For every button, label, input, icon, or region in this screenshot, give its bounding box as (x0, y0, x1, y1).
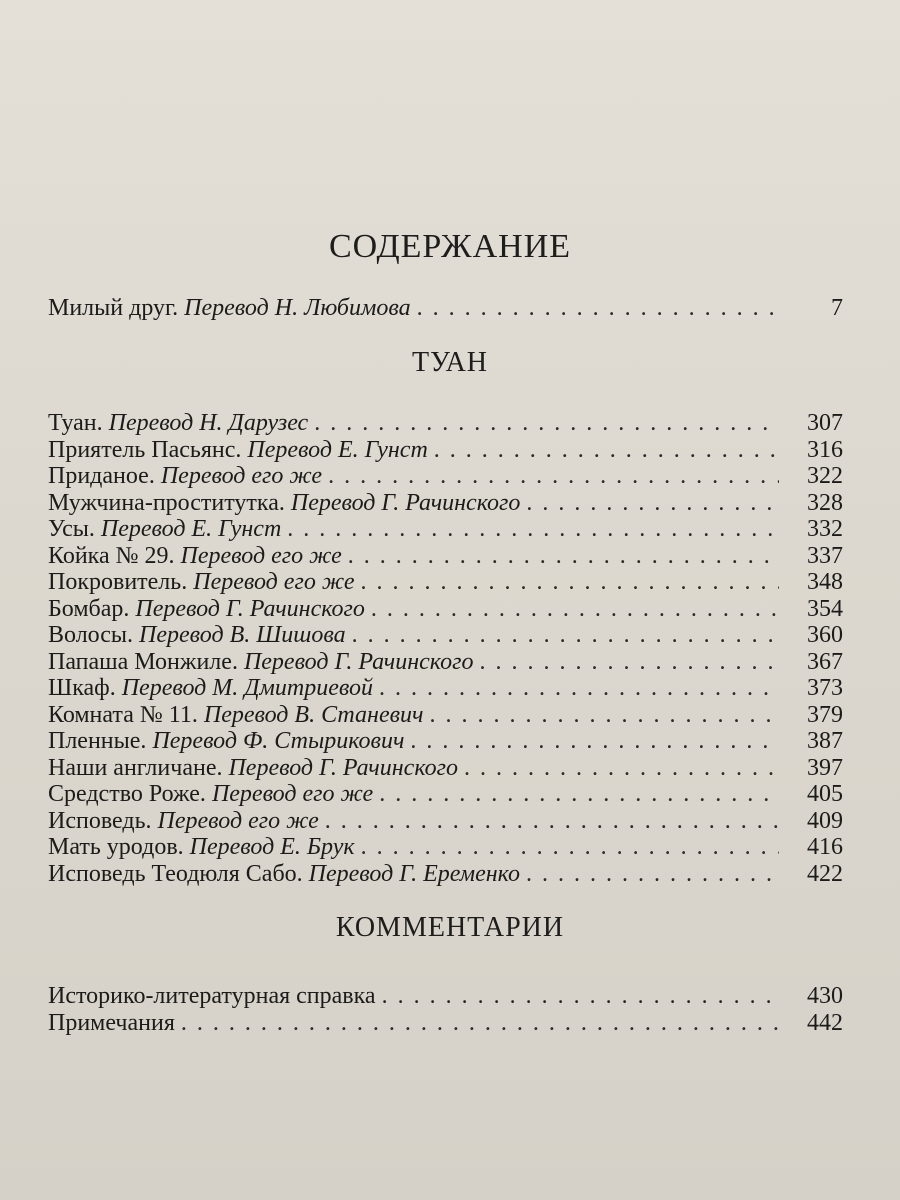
entry-page-number: 442 (807, 1009, 843, 1036)
dot-leader (429, 702, 779, 729)
entry-page-number: 354 (807, 595, 843, 622)
entry-translator: Перевод Н. Дарузес (108, 410, 309, 436)
entry-page-number: 337 (807, 542, 843, 569)
toc-entry (48, 808, 843, 835)
entry-translator: Перевод Ф. Стырикович (152, 728, 405, 754)
entry-title: Приятель Пасьянс. (48, 436, 242, 463)
toc-entry (48, 834, 843, 861)
entry-translator: Перевод Г. Рачинского (290, 489, 521, 516)
toc-entry (48, 295, 843, 322)
entry-title: Комната № 11. (48, 701, 198, 728)
dot-leader (417, 295, 779, 322)
entry-title: Исповедь Теодюля Сабо. (48, 860, 303, 887)
toc-intro-list (48, 295, 843, 322)
entry-title: Средство Роже. (48, 781, 206, 807)
entry-translator: Перевод его же (193, 569, 355, 595)
dot-leader (352, 622, 779, 649)
dot-leader (314, 410, 779, 437)
dot-leader (287, 516, 779, 543)
entry-page-number: 332 (807, 516, 843, 542)
toc-entry (48, 983, 843, 1010)
dot-leader (379, 781, 779, 808)
entry-translator: Перевод Г. Рачинского (135, 595, 365, 622)
dot-leader (328, 463, 779, 490)
dot-leader (360, 569, 779, 596)
entry-translator: Перевод В. Шишова (139, 622, 346, 648)
toc-entry (48, 569, 843, 596)
entry-title: Мать уродов. (48, 834, 184, 860)
toc-tuan-list (48, 410, 843, 887)
dot-leader (181, 1010, 779, 1037)
entry-title: Мужчина-проститутка. (48, 489, 285, 516)
toc-comments-list (48, 983, 843, 1036)
entry-title: Наши англичане. (48, 754, 223, 781)
entry-page-number: 387 (807, 728, 843, 754)
toc-entry (48, 463, 843, 490)
dot-leader (526, 490, 779, 517)
toc-entry (48, 702, 843, 729)
entry-title: Покровитель. (48, 569, 188, 595)
entry-title: Шкаф. (48, 675, 116, 701)
toc-entry (48, 410, 843, 437)
dot-leader (382, 983, 779, 1010)
entry-title: Туан. (48, 410, 103, 436)
entry-title: Бомбар. (48, 595, 130, 622)
toc-entry (48, 781, 843, 808)
toc-entry (48, 755, 843, 782)
entry-title: Историко-литературная справка (48, 983, 376, 1009)
dot-leader (371, 596, 779, 623)
toc-entry (48, 596, 843, 623)
entry-page-number: 397 (807, 754, 843, 781)
entry-translator: Перевод Г. Еременко (308, 860, 520, 887)
entry-page-number: 409 (807, 807, 843, 834)
entry-page-number: 307 (807, 410, 843, 436)
page-title: СОДЕРЖАНИЕ (328, 228, 572, 265)
entry-translator: Перевод Н. Любимова (184, 295, 411, 321)
toc-entry (48, 675, 843, 702)
entry-page-number: 416 (807, 834, 843, 860)
entry-page-number: 328 (807, 489, 843, 516)
entry-page-number: 405 (807, 781, 843, 807)
entry-page-number: 422 (807, 860, 843, 887)
entry-title: Папаша Монжиле. (48, 648, 238, 675)
entry-translator: Перевод Г. Рачинского (243, 648, 474, 675)
entry-translator: Перевод Е. Гунст (247, 436, 428, 463)
entry-title: Пленные. (48, 728, 147, 754)
entry-translator: Перевод Г. Рачинского (228, 754, 458, 781)
toc-entry (48, 516, 843, 543)
toc-entry (48, 490, 843, 517)
dot-leader (361, 834, 779, 861)
entry-translator: Перевод его же (211, 781, 374, 807)
entry-title: Милый друг. (48, 295, 179, 321)
entry-translator: Перевод его же (180, 542, 342, 569)
entry-title: Приданое. (48, 463, 155, 489)
entry-title: Койка № 29. (48, 542, 175, 569)
entry-page-number: 360 (807, 622, 843, 648)
entry-page-number: 379 (807, 701, 843, 728)
toc-entry (48, 437, 843, 464)
entry-page-number: 367 (807, 648, 843, 675)
entry-translator: Перевод М. Дмитриевой (121, 675, 373, 701)
toc-entry (48, 861, 843, 888)
entry-translator: Перевод Е. Гунст (100, 516, 282, 542)
entry-title: Примечания (48, 1009, 175, 1036)
dot-leader (526, 861, 779, 888)
dot-leader (479, 649, 779, 676)
entry-translator: Перевод В. Станевич (203, 701, 424, 728)
dot-leader (464, 755, 779, 782)
entry-translator: Перевод Е. Брук (189, 834, 355, 860)
entry-page-number: 430 (807, 983, 843, 1009)
entry-title: Исповедь. (48, 807, 152, 834)
entry-page-number: 316 (807, 436, 843, 463)
entry-page-number: 322 (807, 463, 843, 489)
entry-page-number: 348 (807, 569, 843, 595)
toc-entry (48, 543, 843, 570)
dot-leader (410, 728, 779, 755)
dot-leader (379, 675, 779, 702)
toc-entry (48, 728, 843, 755)
entry-page-number: 373 (807, 675, 843, 701)
entry-page-number: 7 (831, 295, 843, 321)
section-heading-tuan: ТУАН (411, 347, 489, 378)
toc-entry (48, 1010, 843, 1037)
entry-title: Усы. (48, 516, 95, 542)
toc-entry (48, 622, 843, 649)
dot-leader (434, 437, 779, 464)
dot-leader (325, 808, 779, 835)
toc-entry (48, 649, 843, 676)
entry-translator: Перевод его же (160, 463, 323, 489)
section-heading-comments: КОММЕНТАРИИ (335, 912, 565, 943)
entry-translator: Перевод его же (157, 807, 319, 834)
entry-title: Волосы. (48, 622, 134, 648)
dot-leader (348, 543, 779, 570)
